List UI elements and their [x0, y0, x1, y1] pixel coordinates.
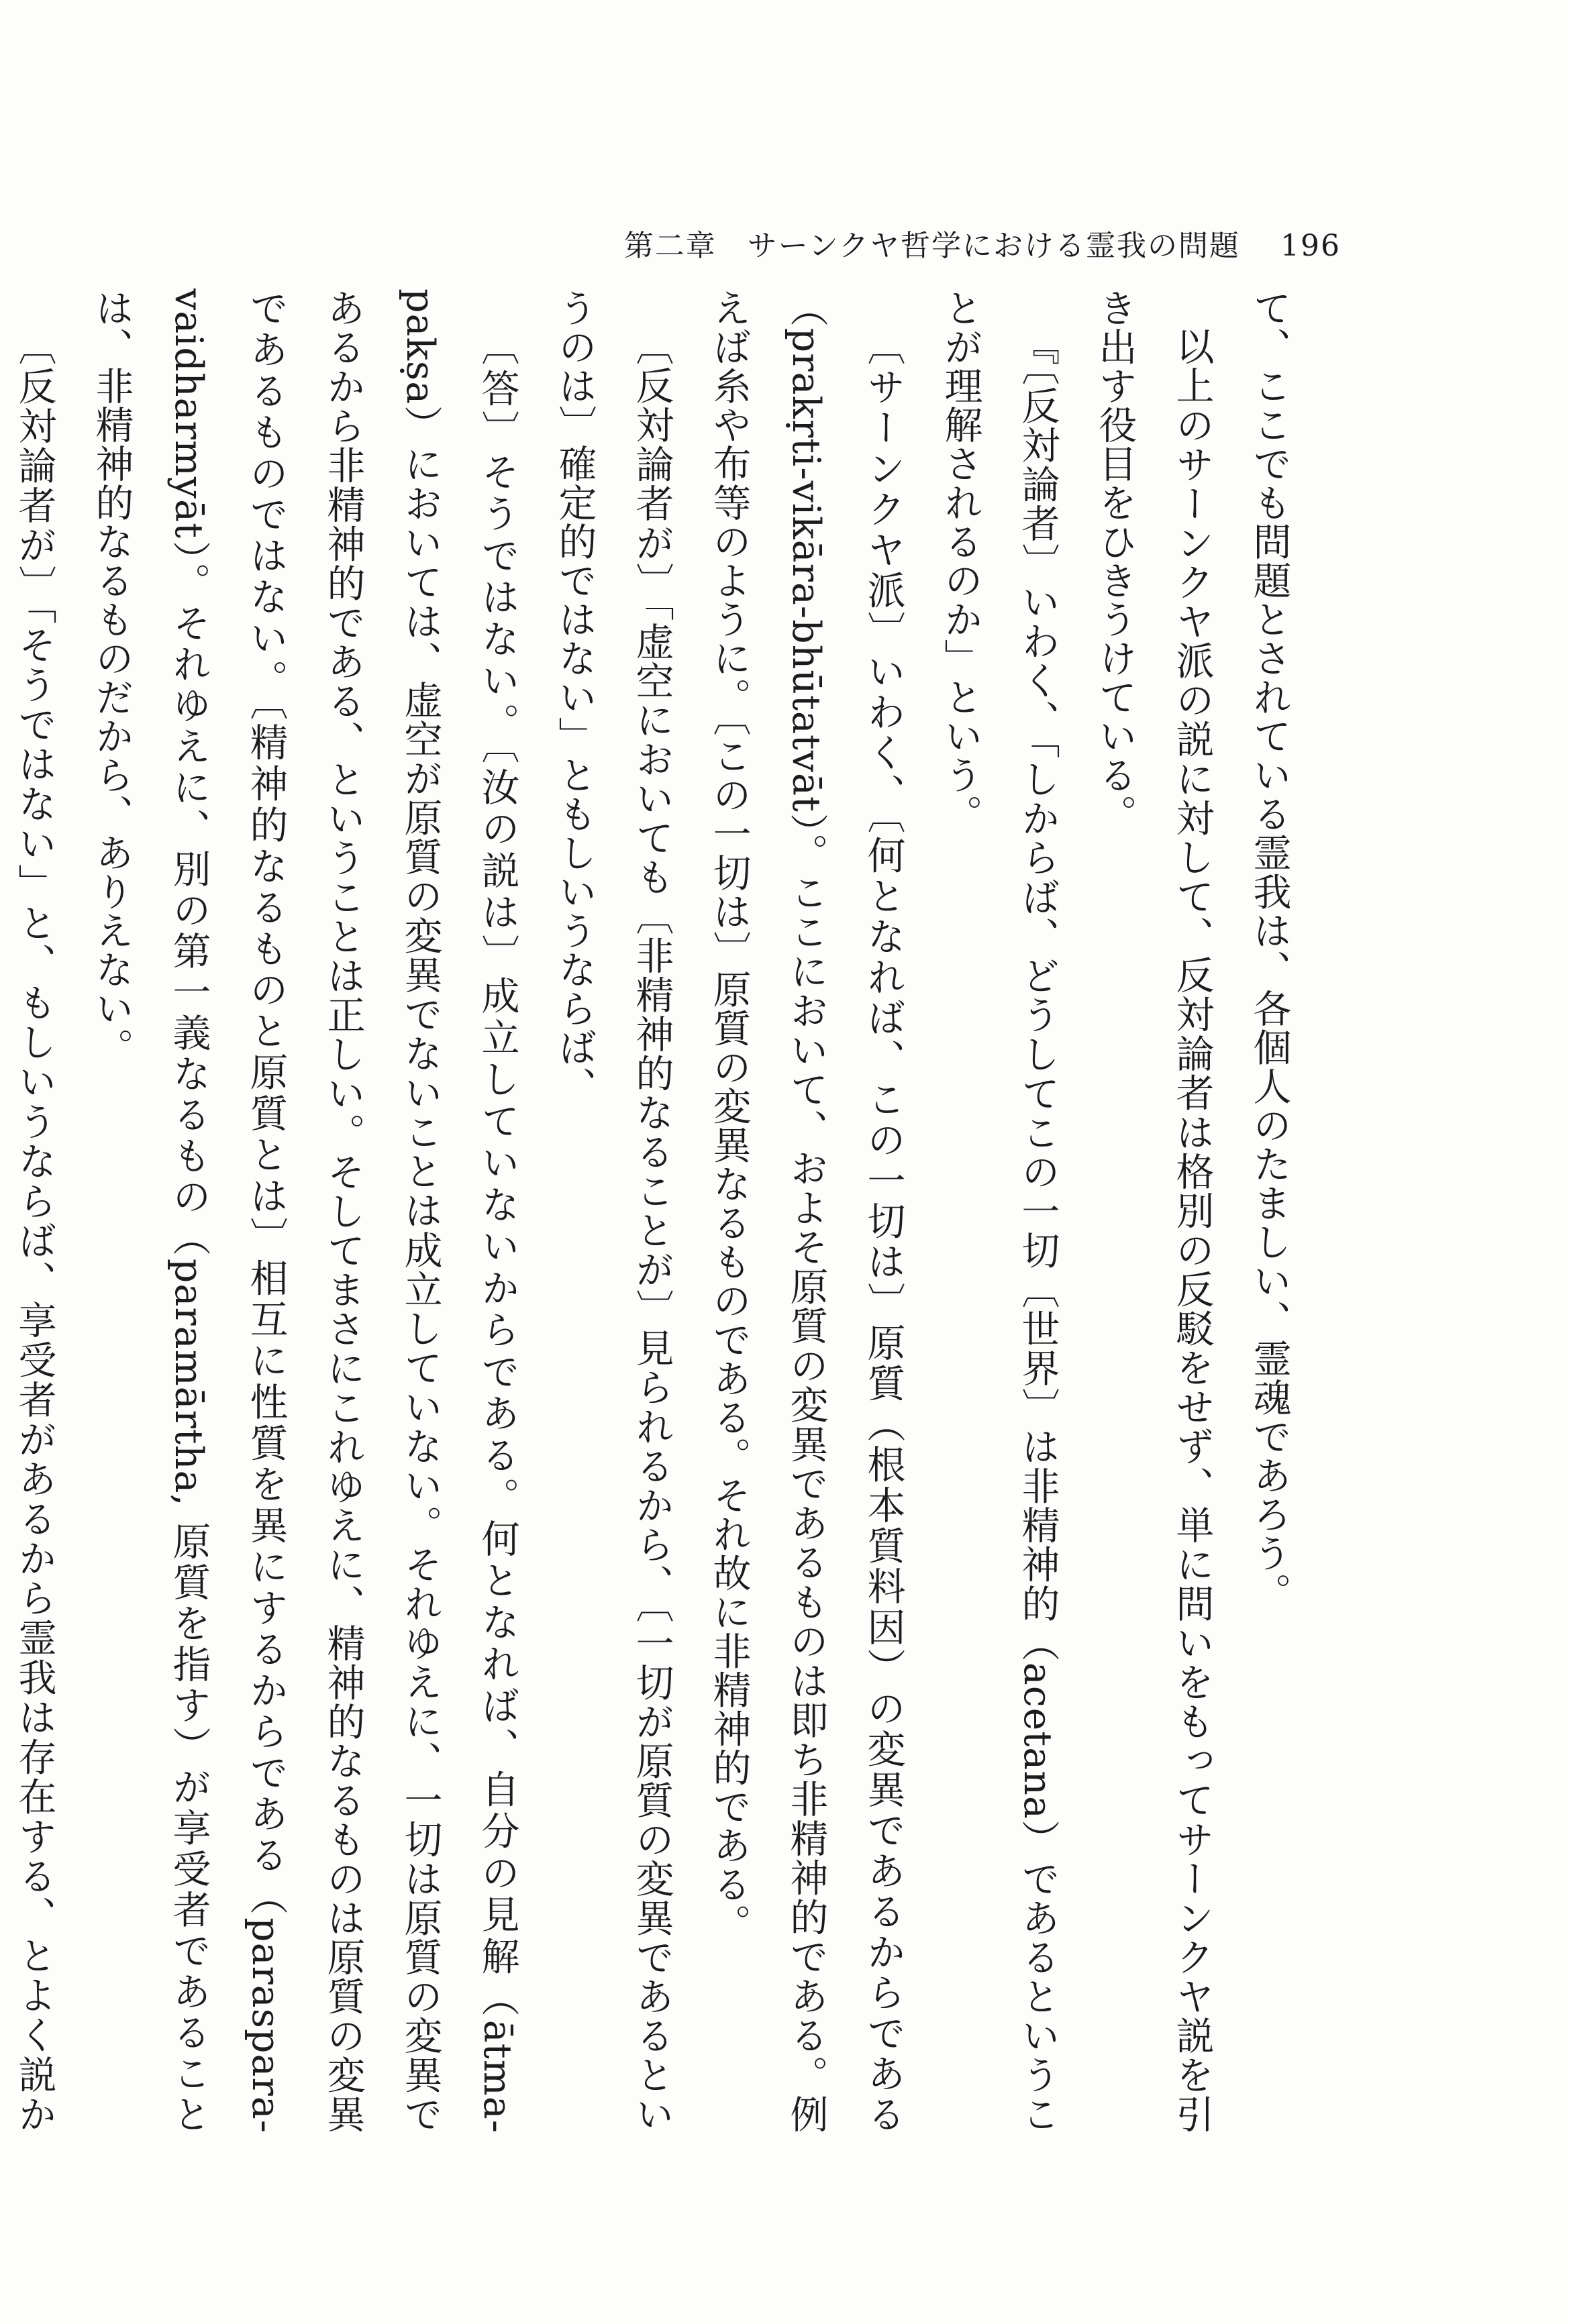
chapter-title: 第二章 サーンクヤ哲学における霊我の問題: [623, 229, 1241, 263]
quote-objection-2: 〔反対論者が〕「虚空においても〔非精神的なることが〕見られるから、〔一切が原質の変異であるというのは〕確定的ではない」ともしいうならば、: [552, 288, 674, 2133]
quote-answer: 〔答〕そうではない。〔汝の説は〕成立していないからである。何となれば、自分の見解（ātma-pakṣa）においては、虚空が原質の変異でないことは成立していない。それゆえに、一切は原質の変異であるから非精神的である、ということは正しい。そしてまさにこれゆえに、精神的なるものは原質の変異であるものではない。〔精神的なるものと原質とは〕相互に性質を異にするからである（paraspara-vaidharmyāt）。それゆえに、別の第一義なるもの（paramārtha, 原質を指す）が享受者であることは、非精神的なるものだから、ありえない。: [89, 288, 519, 2133]
running-head: [624, 221, 1341, 264]
quote-conclusion: 〔反対論者が〕「そうではない」と、もしいうならば、享受者があるから霊我は存在する、とよく説か: [12, 327, 56, 2133]
paragraph-continuation: て、ここでも問題とされている霊我は、各個人のたましい、霊魂であろう。: [1247, 288, 1291, 1612]
paragraph-intro: 以上のサーンクヤ派の説に対して、反対論者は格別の反駁をせず、単に問いをもってサーンクヤ説を引き出す役目をひきうけている。: [1093, 288, 1214, 2133]
quote-objection-1: 『〔反対論者〕いわく、「しからば、どうしてこの一切〔世界〕は非精神的（acetana）であるということが理解されるのか」という。: [938, 288, 1060, 2133]
page-number: 196: [1280, 229, 1341, 263]
quote-samkhya-reply: 〔サーンクヤ派〕いわく、〔何となれば、この一切は〕原質（根本質料因）の変異であるからである（prakṛti-vikāra-bhūtatvāt）。ここにおいて、およそ原質の変異であるものは即ち非精神的である。例えば糸や布等のように。〔この一切は〕原質の変異なるものである。それ故に非精神的である。: [707, 288, 905, 2133]
body-text: [12, 288, 1307, 2133]
